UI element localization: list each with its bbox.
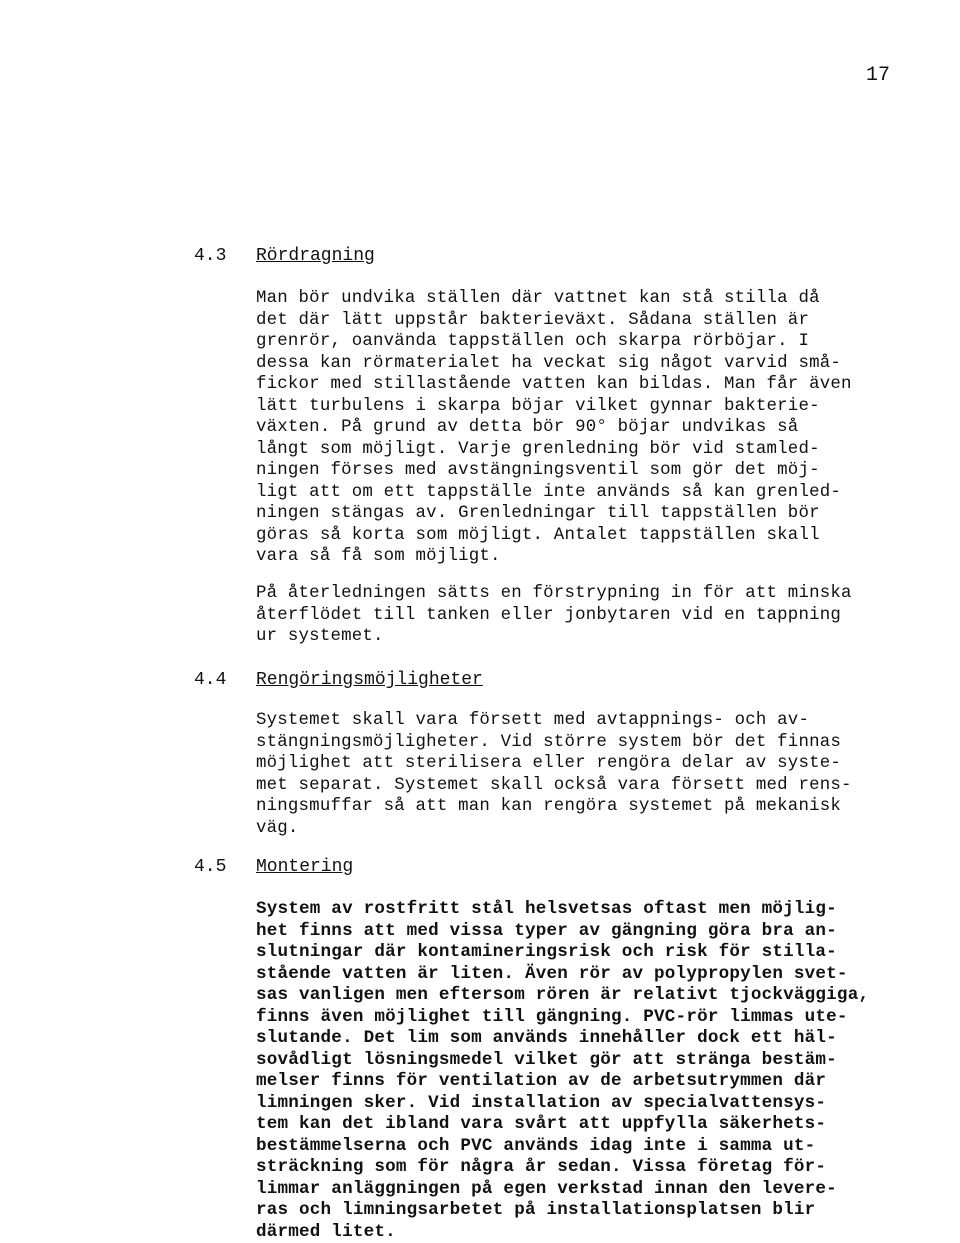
- section-title: Rengöringsmöjligheter: [256, 670, 483, 690]
- text-line: dessa kan rörmaterialet ha veckat sig något varvid små-: [256, 353, 852, 375]
- text-line: därmed litet.: [256, 1222, 869, 1243]
- text-line: slutningar där kontamineringsrisk och risk för stilla-: [256, 942, 869, 964]
- text-line: limmar anläggningen på egen verkstad innan den levere-: [256, 1179, 869, 1201]
- text-line: grenrör, oanvända tappställen och skarpa rörböjar. I: [256, 331, 852, 353]
- text-line: ras och limningsarbetet på installationsplatsen blir: [256, 1200, 869, 1222]
- text-line: fickor med stillastående vatten kan bildas. Man får även: [256, 374, 852, 396]
- paragraph-4-3-1: [256, 288, 852, 568]
- text-line: sas vanligen men eftersom rören är relativt tjockväggiga,: [256, 985, 869, 1007]
- text-line: det där lätt uppstår bakterieväxt. Sådana ställen är: [256, 310, 852, 332]
- text-line: Man bör undvika ställen där vattnet kan stå stilla då: [256, 288, 852, 310]
- text-line: vara så få som möjligt.: [256, 546, 852, 568]
- text-line: sovådligt lösningsmedel vilket gör att stränga bestäm-: [256, 1050, 869, 1072]
- text-line: stängningsmöjligheter. Vid större system bör det finnas: [256, 732, 852, 754]
- text-line: ningen förses med avstängningsventil som gör det möj-: [256, 460, 852, 482]
- page-number: 17: [866, 64, 890, 87]
- text-line: återflödet till tanken eller jonbytaren vid en tappning: [256, 605, 852, 627]
- text-line: växten. På grund av detta bör 90° böjar undvikas så: [256, 417, 852, 439]
- text-line: met separat. Systemet skall också vara försett med rens-: [256, 775, 852, 797]
- text-line: möjlighet att sterilisera eller rengöra delar av syste-: [256, 753, 852, 775]
- text-line: göras så korta som möjligt. Antalet tappställen skall: [256, 525, 852, 547]
- text-line: finns även möjlighet till gängning. PVC-rör limmas ute-: [256, 1007, 869, 1029]
- paragraph-4-3-2: [256, 583, 852, 648]
- text-line: Systemet skall vara försett med avtappnings- och av-: [256, 710, 852, 732]
- text-line: lätt turbulens i skarpa böjar vilket gynnar bakterie-: [256, 396, 852, 418]
- section-number: 4.3: [194, 246, 226, 266]
- section-number: 4.4: [194, 670, 226, 690]
- text-line: slutande. Det lim som används innehåller dock ett häl-: [256, 1028, 869, 1050]
- text-line: het finns att med vissa typer av gängning göra bra an-: [256, 921, 869, 943]
- text-line: sträckning som för några år sedan. Vissa företag för-: [256, 1157, 869, 1179]
- text-line: långt som möjligt. Varje grenledning bör vid stamled-: [256, 439, 852, 461]
- text-line: ningen stängas av. Grenledningar till tappställen bör: [256, 503, 852, 525]
- text-line: ningsmuffar så att man kan rengöra systemet på mekanisk: [256, 796, 852, 818]
- section-number: 4.5: [194, 857, 226, 877]
- text-line: limningen sker. Vid installation av specialvattensys-: [256, 1093, 869, 1115]
- text-line: melser finns för ventilation av de arbetsutrymmen där: [256, 1071, 869, 1093]
- text-line: bestämmelserna och PVC används idag inte i samma ut-: [256, 1136, 869, 1158]
- text-line: väg.: [256, 818, 852, 840]
- text-line: tem kan det ibland vara svårt att uppfylla säkerhets-: [256, 1114, 869, 1136]
- paragraph-4-5-1: [256, 899, 869, 1243]
- section-title: Rördragning: [256, 246, 375, 266]
- text-line: System av rostfritt stål helsvetsas oftast men möjlig-: [256, 899, 869, 921]
- paragraph-4-4-1: [256, 710, 852, 839]
- text-line: stående vatten är liten. Även rör av polypropylen svet-: [256, 964, 869, 986]
- text-line: På återledningen sätts en förstrypning in för att minska: [256, 583, 852, 605]
- text-line: ligt att om ett tappställe inte används så kan grenled-: [256, 482, 852, 504]
- section-title: Montering: [256, 857, 353, 877]
- text-line: ur systemet.: [256, 626, 852, 648]
